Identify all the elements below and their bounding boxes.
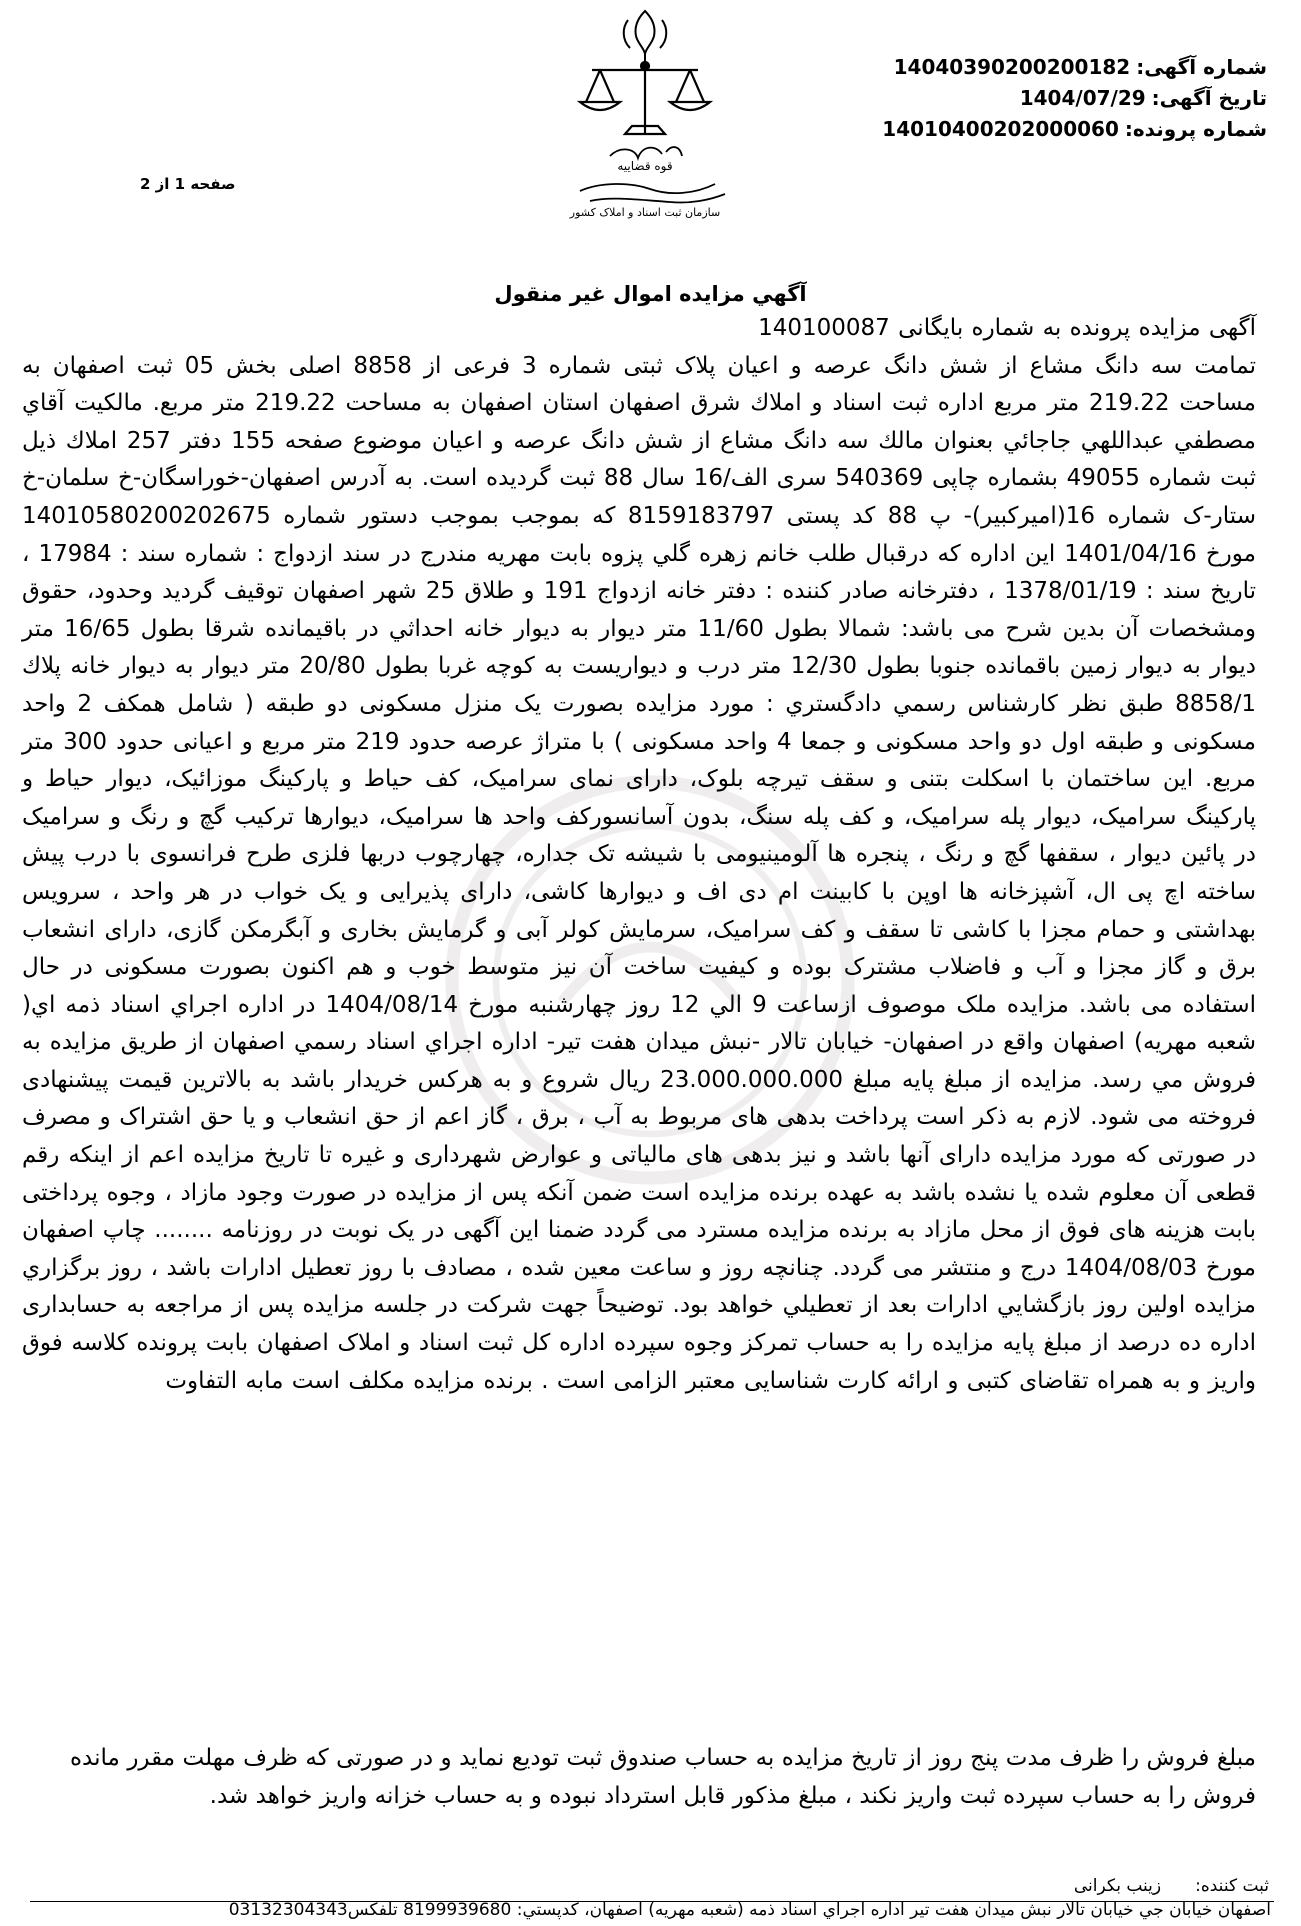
header-meta xyxy=(882,52,1267,145)
registrar-name: زینب بکرانی xyxy=(1073,1876,1162,1896)
file-number-label: شماره پرونده: xyxy=(1124,117,1267,141)
notice-body xyxy=(22,310,1256,1400)
ad-number: 14040390200200182 xyxy=(893,55,1131,79)
emblem-text-2: سازمان ثبت اسناد و املاک کشور xyxy=(569,206,721,219)
main-paragraph: تمامت سه دانگ مشاع از شش دانگ عرصه و اعیان پلاک ثبتی شماره 3 فرعی از 8858 اصلی بخش 05 ثبت اصفهان به مساحت 219.22 متر مربع اداره ثبت اسناد و املاك شرق اصفهان استان اصفهان به مساحت 219.22 متر مربع. مالكيت آقاي مصطفي عبداللهي جاجائي بعنوان مالك سه دانگ مشاع از شش دانگ عرصه و اعيان موضوع صفحه 155 دفتر 257 املاك ذيل ثبت شماره 49055 بشماره چاپی 540369 سری الف/16 سال 88 ثبت گرديده است. به آدرس اصفهان-خوراسگان-خ سلمان-خ ستار-ک شماره 16(اميركبير)- پ 88 كد پستی 8159183797 كه بموجب بموجب دستور شماره 14010580200202675 مورخ 1401/04/16 اين اداره كه درقبال طلب خانم زهره گلي پزوه بابت مهريه مندرج در سند ازدواج : شماره سند : 17984 ، تاریخ سند : 1378/01/19 ، دفترخانه صادر كننده : دفتر خانه ازدواج 191 و طلاق 25 شهر اصفهان توقيف گرديد وحدود، حقوق ومشخصات آن بدين شرح می باشد: شمالا بطول 11/60 متر ديوار به ديوار خانه احداثي در باقيمانده شرقا بطول 16/65 متر ديوار به ديوار زمين باقمانده جنوبا بطول 12/30 متر درب و ديواريست به كوچه غربا بطول 20/80 متر ديوار به ديوار خانه پلاك 8858/1 طبق نظر كارشناس رسمي دادگستري : مورد مزایده بصورت یک منزل مسکونی دو طبقه ( شامل همکف 2 واحد مسکونی و طبقه اول دو واحد مسکونی و جمعا 4 واحد مسکونی ) با متراژ عرصه حدود 219 متر مربع و اعیانی حدود 300 متر مربع. این ساختمان با اسکلت بتنی و سقف تیرچه بلوک، دارای نمای سرامیک، کف حیاط و پارکینگ موزائیک، دیوار حیاط و پارکینگ سرامیک، دیوار پله سرامیک، و کف پله سنگ، بدون آسانسورکف واحد ها سرامیک، دیوارها ترکیب گچ و رنگ و سرامیک در پائین دیوار ، سقفها گچ و رنگ ، پنجره ها آلومینیومی با شیشه تک جداره، چهارچوب دربها فلزی طرح فرانسوی با درب پیش ساخته اچ پی ال، آشپزخانه ها اوپن با کابینت ام دی اف و دیوارها کاشی، دارای پذیرایی و یک خواب در هر واحد ، سرویس بهداشتی و حمام مجزا با کاشی تا سقف و کف سرامیک، سرمایش کولر آبی و گرمایش بخاری و آبگرمکن گازی، دارای انشعاب برق و گاز مجزا و آب و فاضلاب مشترک بوده و کیفیت ساخت آن نیز متوسط خوب و هم اکنون بصورت مسکونی در حال استفاده می باشد. مزایده ملک موصوف ازساعت 9 الي 12 روز چهارشنبه مورخ 1404/08/14 در اداره اجراي اسناد ذمه اي( شعبه مهريه) اصفهان واقع در اصفهان- خيابان تالار -نبش ميدان هفت تير- اداره اجراي اسناد رسمي اصفهان از طريق مزايده به فروش مي رسد. مزایده از مبلغ پایه مبلغ 23.000.000.000 ریال شروع و به هرکس خریدار باشد به بالاترین قیمت پیشنهادی فروخته می شود. لازم به ذکر است پرداخت بدهی های مربوط به آب ، برق ، گاز اعم از حق انشعاب و یا حق اشتراک و مصرف در صورتی که مورد مزایده دارای آنها باشد و نیز بدهی های مالیاتی و عوارض شهرداری و غیره تا تاریخ مزایده اعم از اینکه رقم قطعی آن معلوم شده یا نشده باشد به عهده برنده مزایده است ضمن آنکه پس از مزایده در صورت وجود مازاد ، وجوه پرداختی بابت هزینه های فوق از محل مازاد به برنده مزایده مسترد می گردد ضمنا این آگهی در یک نوبت در روزنامه ........ چاپ اصفهان مورخ 1404/08/03 درج و منتشر می گردد. چنانچه روز و ساعت معین شده ، مصادف با روز تعطیل ادارات باشد ، روز برگزاري مزايده اولين روز بازگشايي ادارات بعد از تعطيلي خواهد بود. توضیحاً جهت شرکت در جلسه مزایده پس از مراجعه به حسابداری اداره ده درصد از مبلغ پایه مزایده را به حساب تمرکز وجوه سپرده اداره کل ثبت اسناد و املاک اصفهان بابت پرونده کلاسه فوق واریز و به همراه تقاضای کتبی و ارائه کارت شناسایی معتبر الزامی است . برنده مزایده مکلف است مابه التفاوت xyxy=(22,352,1257,1394)
footer-address: اصفهان خيابان جي خيابان تالار نبش ميدان هفت تير اداره اجراي اسناد ذمه (شعبه مهريه) اصفهان، کدپستي: 8199939680 تلفکس03132304343 xyxy=(228,1900,1271,1920)
ad-number-label: شماره آگهی: xyxy=(1136,55,1267,79)
ad-date-label: تاریخ آگهی: xyxy=(1151,86,1267,110)
ad-date-row xyxy=(887,83,1267,114)
closing-paragraph: مبلغ فروش را ظرف مدت پنج روز از تاریخ مزایده به حساب صندوق ثبت تودیع نماید و در صورتی که ظرف مهلت مقرر مانده فروش را به حساب سپرده ثبت واریز نکند ، مبلغ مذکور قابل استرداد نبوده و به حساب خزانه واریز خواهد شد. xyxy=(70,1745,1256,1809)
registrar-label: ثبت کننده: xyxy=(1195,1876,1269,1896)
file-number: 14010400202000060 xyxy=(882,117,1119,141)
ad-number-row xyxy=(887,52,1267,83)
ad-date: 1404/07/29 xyxy=(1019,86,1146,110)
judiciary-emblem-icon xyxy=(520,6,770,221)
page-indicator: صفحه 1 از 2 xyxy=(140,175,236,193)
registrar xyxy=(1074,1876,1269,1896)
file-number-row xyxy=(882,114,1267,145)
page-title: آگهي مزايده اموال غير منقول xyxy=(494,282,807,306)
archive-line: آگهی مزایده پرونده به شماره بایگانی 140100087 xyxy=(758,315,1256,341)
emblem-text-1: قوه قضاییه xyxy=(617,159,673,173)
